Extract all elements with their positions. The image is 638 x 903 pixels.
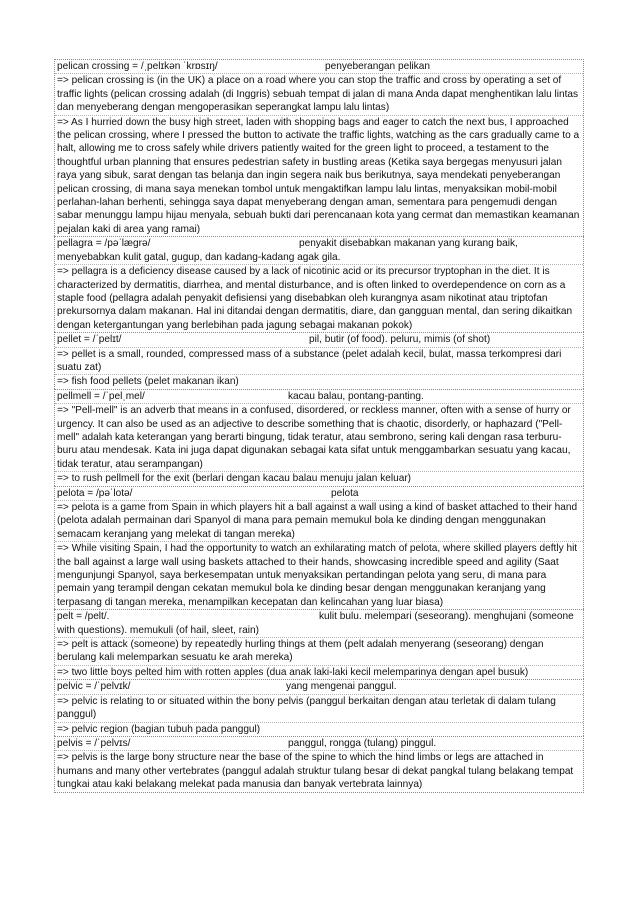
entry-translation: kulit bulu. melempari (seseorang). menghujani (someone with questions). memukuli (of hail, sleet, rain) xyxy=(57,611,574,636)
entry-line: => pelvic is relating to or situated within the bony pelvis (panggul berkaitan dengan atau terletak di dalam tulang panggul) xyxy=(55,695,583,723)
entry-pellmell xyxy=(54,389,584,486)
entry-line: => "Pell-mell" is an adverb that means in a confused, disordered, or reckless manner, often with a sense of hurry or urgency. It can also be used as an adjective to describe something that is chaotic, disorderly, or haphazard ("Pell-mell" adalah kata keterangan yang berarti bingung, tidak teratur, atau sembrono, sering kali dengan rasa terburu-buru atau mendesak. Kata ini juga dapat digunakan sebagai kata sifat untuk menggambarkan sesuatu yang kacau, tidak teratur, atau serampangan) xyxy=(55,404,583,472)
entry-translation: panggul, rongga (tulang) pinggul. xyxy=(288,737,437,749)
entry-pellagra xyxy=(54,236,584,332)
entry-term: pellet = /ˈpelɪt/ xyxy=(57,334,122,346)
entry-term: pelt = /pelt/. xyxy=(57,611,110,623)
entry-pelt xyxy=(54,609,584,679)
entry-translation: pil, butir (of food). peluru, mimis (of shot) xyxy=(309,334,491,346)
entry-pelvic xyxy=(54,679,584,736)
entry-line: => pelt is attack (someone) by repeatedly hurling things at them (pelt adalah menyerang (seseorang) dengan berulang kali melemparkan sesuatu ke arah mereka) xyxy=(55,638,583,666)
entry-term: pelvic = /ˈpelvɪk/ xyxy=(57,681,131,693)
entry-line: => to rush pellmell for the exit (berlari dengan kacau balau menuju jalan keluar) xyxy=(57,473,412,485)
entry-pelota xyxy=(54,486,584,610)
entry-line: => pelota is a game from Spain in which players hit a ball against a wall using a kind of basket attached to their hand (pelota adalah permainan dari Spanyol di mana para pemain memukul bola ke dinding dengan menggunakan semacam keranjang yang melekat di tangan mereka) xyxy=(55,501,583,542)
dictionary-page xyxy=(54,59,584,793)
entry-translation: yang mengenai panggul. xyxy=(286,681,397,693)
entry-line: => two little boys pelted him with rotten apples (dua anak laki-laki kecil melemparinya dengan apel busuk) xyxy=(57,666,529,678)
entry-term: pelota = /pəˈlotə/ xyxy=(57,487,133,499)
entry-line: => fish food pellets (pelet makanan ikan) xyxy=(57,376,239,388)
entry-term: pellmell = /ˈpelˌmel/ xyxy=(57,390,145,402)
entry-line: => pelvis is the large bony structure near the base of the spine to which the hind limbs or legs are attached in humans and many other vertebrates (panggul adalah struktur tulang besar di dekat pangkal tulang belakang tempat tungkai atau kaki belakang melekat pada manusia dan banyak vertebrata lainnya) xyxy=(57,752,574,791)
entry-translation: kacau balau, pontang-panting. xyxy=(288,390,424,402)
entry-term: pelvis = /ˈpelvɪs/ xyxy=(57,737,131,749)
entry-term: pelican crossing = /ˌpelɪkən ˈkrɒsɪŋ/ xyxy=(57,61,218,72)
entry-pelican-crossing xyxy=(54,59,584,236)
entry-line: => While visiting Spain, I had the opportunity to watch an exhilarating match of pelota, where skilled players deftly hit the ball against a large wall using baskets attached to their hands, showcasing incredible speed and agility (Saat mengunjungi Spanyol, saya berkesempatan untuk menyaksikan pertandingan pelota yang seru, di mana para pemain yang terampil dengan cekatan memukul bola ke dinding besar dengan menggunakan keranjang yang terpasang di tangan mereka, menampilkan kecepatan dan kelincahan yang luar biasa) xyxy=(57,543,578,608)
entry-term: pellagra = /pəˈlæɡrə/ xyxy=(57,238,151,250)
entry-line: => pelican crossing is (in the UK) a place on a road where you can stop the traffic and cross by operating a set of traffic lights (pelican crossing adalah (di Inggris) sebuah tempat di jalan di mana Anda dapat menghentikan lalu lintas dan menyeberang dengan mengoperasikan seperangkat lampu lalu lintas) xyxy=(55,74,583,115)
entry-translation: penyakit disebabkan makanan yang kurang baik, menyebabkan kulit gatal, gugup, dan kadang-kadang agak gila. xyxy=(57,238,518,263)
entry-pelvis xyxy=(54,736,584,793)
entry-translation: pelota xyxy=(331,487,359,499)
entry-translation: penyeberangan pelikan xyxy=(325,61,430,72)
entry-line: => As I hurried down the busy high street, laden with shopping bags and eager to catch the next bus, I approached the pelican crossing, where I pressed the button to activate the traffic lights, watching as the cars gradually came to a halt, allowing me to cross safely while drivers patiently waited for the green light to proceed, a testament to the thoughtful urban planning that ensures pedestrian safety in bustling areas (Ketika saya bergegas menyusuri jalan raya yang sibuk, sarat dengan tas belanja dan ingin segera naik bus berikutnya, saya mendekati penyeberangan pelican crossing, di mana saya menekan tombol untuk mengaktifkan lampu lalu lintas, menyaksikan mobil-mobil perlahan-lahan berhenti, sehingga saya dapat menyeberang dengan aman, sementara para pengemudi dengan sabar menunggu lampu hijau menyala, sebuah bukti dari perencanaan kota yang cermat dan memastikan keamanan pejalan kaki di area yang ramai) xyxy=(57,116,580,235)
entry-line: => pelvic region (bagian tubuh pada panggul) xyxy=(57,723,261,735)
entry-pellet xyxy=(54,332,584,389)
entry-line: => pellagra is a deficiency disease caused by a lack of nicotinic acid or its precursor tryptophan in the diet. It is characterized by dermatitis, diarrhea, and mental disturbance, and is often linked to overdependence on corn as a staple food (pellagra adalah penyakit defisiensi yang disebabkan oleh kurangnya asam nikotinat atau triptofan prekursornya dalam makanan. Hal ini ditandai dengan dermatitis, diare, dan gangguan mental, dan sering dikaitkan dengan ketergantungan yang berlebihan pada jagung sebagai makanan pokok) xyxy=(57,266,573,331)
entry-line: => pellet is a small, rounded, compressed mass of a substance (pelet adalah kecil, bulat, massa terkompresi dari suatu zat) xyxy=(55,348,583,376)
